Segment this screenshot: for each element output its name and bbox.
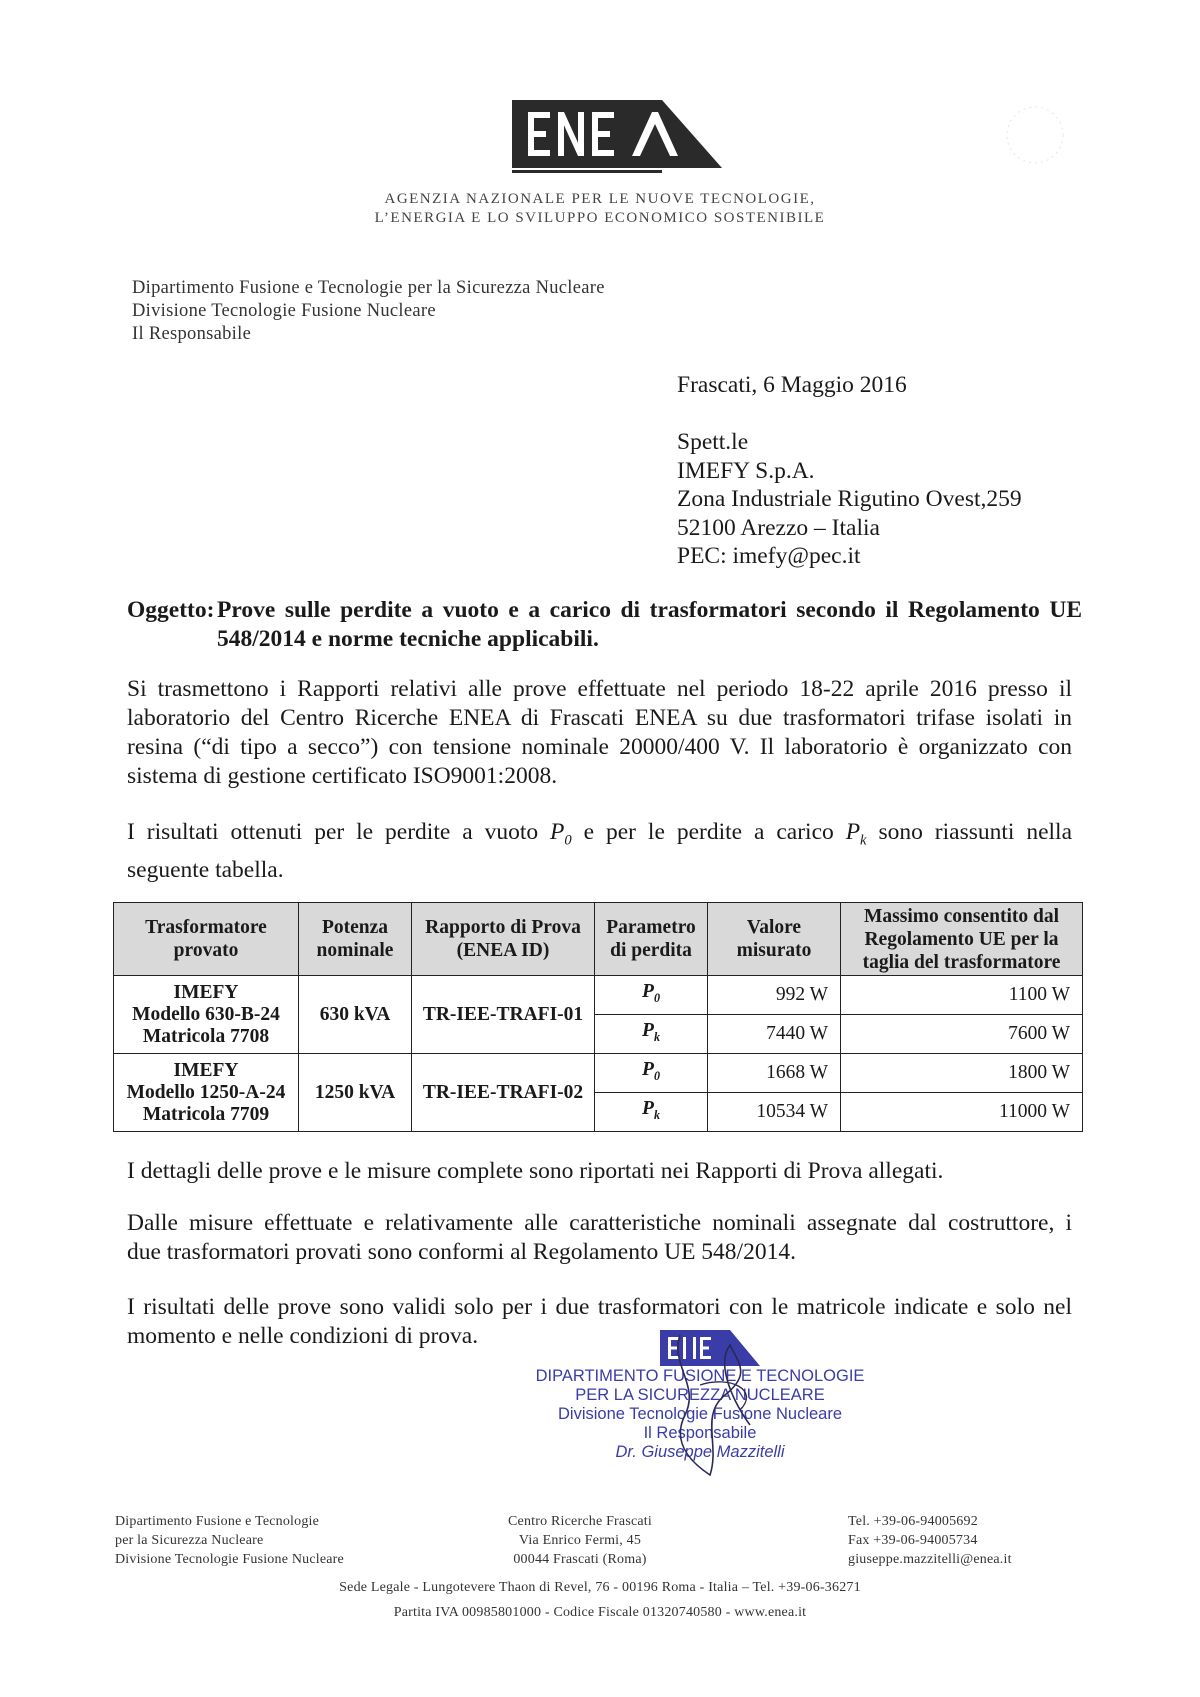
text-line: Si trasmettono i Rapporti relativi alle prove effettuate nel periodo 18-22 aprile 2016 presso il (127, 676, 1072, 702)
report-cell: TR-IEE-TRAFI-02 (412, 1054, 595, 1132)
symbol-letter: P (642, 1059, 654, 1081)
footer-legal (150, 1578, 1050, 1628)
measured-cell: 992 W (708, 976, 841, 1015)
power-cell: 630 kVA (299, 976, 412, 1054)
paragraph-results (127, 818, 1072, 885)
sender-division: Divisione Tecnologie Fusione Nucleare (132, 301, 436, 321)
parameter-cell (595, 1015, 708, 1054)
text-line: Dalle misure effettuate e relativamente alle caratteristiche nominali assegnate dal costruttore, i (127, 1210, 1072, 1236)
column-header (595, 903, 708, 976)
text-line: I dettagli delle prove e le misure complete sono riportati nei Rapporti di Prova allegati. (127, 1158, 944, 1184)
max-cell: 7600 W (841, 1015, 1083, 1054)
stamp-line: PER LA SICUREZZA NUCLEARE (575, 1386, 825, 1404)
column-header (708, 903, 841, 976)
recipient-company: IMEFY S.p.A. (677, 457, 815, 484)
header-line: Regolamento UE per la (864, 928, 1059, 950)
max-cell: 11000 W (841, 1093, 1083, 1132)
footer-address (460, 1512, 700, 1569)
header-line: Potenza (321, 917, 389, 938)
parameter-cell (595, 1093, 708, 1132)
header-line: misurato (736, 940, 812, 961)
footer-phone: Tel. +39-06-94005692 (848, 1514, 978, 1529)
text-line: seguente tabella. (127, 856, 284, 883)
footer-line: per la Sicurezza Nucleare (115, 1533, 264, 1548)
sender-department: Dipartimento Fusione e Tecnologie per la Sicurezza Nucleare (132, 278, 605, 298)
stamp-line: DIPARTIMENTO FUSIONE E TECNOLOGIE (535, 1367, 865, 1385)
text-line: laboratorio del Centro Ricerche ENEA di Frascati ENEA su due trasformatori trifase isolati in (127, 705, 1072, 731)
cell-line: Modello 1250-A-24 (126, 1081, 286, 1103)
symbol-subscript: k (653, 1029, 660, 1044)
results-table (113, 902, 1083, 1132)
footer-department (115, 1512, 344, 1569)
cell-line: Matricola 7708 (142, 1025, 270, 1047)
header-line: Valore (746, 917, 802, 938)
text-line: momento e nelle condizioni di prova. (127, 1323, 479, 1349)
text-line: resina (“di tipo a secco”) con tensione nominale 20000/400 V. Il laboratorio è organizzato con (127, 734, 1072, 760)
agency-name (250, 190, 950, 228)
stamp-line: Divisione Tecnologie Fusione Nucleare (557, 1405, 843, 1423)
footer-contacts (848, 1512, 1012, 1569)
column-header (114, 903, 299, 976)
symbol-subscript: 0 (653, 1068, 660, 1083)
symbol-subscript: 0 (653, 990, 660, 1005)
transformer-cell (114, 1054, 299, 1132)
footer-email: giuseppe.mazzitelli@enea.it (848, 1552, 1012, 1567)
recipient-pec: PEC: imefy@pec.it (677, 543, 861, 569)
subject-line: 548/2014 e norme tecniche applicabili. (217, 626, 599, 652)
header-line: taglia del trasformatore (862, 951, 1061, 973)
paragraph-details (127, 1157, 1072, 1186)
column-header (412, 903, 595, 976)
cell-line: IMEFY (173, 981, 239, 1003)
footer-line: Dipartimento Fusione e Tecnologie (115, 1514, 320, 1529)
footer-line: Via Enrico Fermi, 45 (518, 1533, 642, 1548)
symbol-p0 (550, 819, 572, 849)
max-cell: 1100 W (841, 976, 1083, 1015)
text-fragment: I risultati ottenuti per le perdite a vuoto (127, 819, 539, 845)
cell-line: IMEFY (173, 1059, 239, 1081)
symbol-subscript: 0 (564, 832, 572, 849)
recipient-block (677, 428, 1022, 571)
table-header-row (114, 903, 1083, 976)
max-cell: 1800 W (841, 1054, 1083, 1093)
scan-artifact (985, 95, 1085, 175)
column-header (841, 903, 1083, 976)
report-cell: TR-IEE-TRAFI-01 (412, 976, 595, 1054)
subject-text (217, 596, 1082, 654)
footer-line: Divisione Tecnologie Fusione Nucleare (115, 1552, 344, 1567)
stamp-line: Il Responsabile (643, 1424, 757, 1442)
header-line: provato (173, 940, 239, 961)
transformer-cell (114, 976, 299, 1054)
agency-line: AGENZIA NAZIONALE PER LE NUOVE TECNOLOGIE, (384, 191, 816, 207)
measured-cell: 10534 W (708, 1093, 841, 1132)
power-cell: 1250 kVA (299, 1054, 412, 1132)
footer-fax: Fax +39-06-94005734 (848, 1533, 978, 1548)
symbol-letter: P (642, 981, 654, 1003)
table-row (114, 1054, 1083, 1093)
text-fragment: sono riassunti nella (878, 819, 1073, 845)
enea-logo (512, 100, 722, 180)
text-line: I risultati delle prove sono validi solo per i due trasformatori con le matricole indicate e solo nel (127, 1294, 1072, 1320)
column-header (299, 903, 412, 976)
paragraph-conformity (127, 1209, 1072, 1267)
measured-cell: 1668 W (708, 1054, 841, 1093)
symbol-letter: P (845, 819, 861, 845)
header-line: Rapporto di Prova (425, 917, 581, 938)
footer-legal-address: Sede Legale - Lungotevere Thaon di Revel, 76 - 00196 Roma - Italia – Tel. +39-06-36271 (339, 1580, 861, 1595)
sender-block (132, 277, 605, 346)
recipient-city: 52100 Arezzo – Italia (677, 514, 880, 541)
symbol-letter: P (550, 819, 565, 845)
text-line: sistema di gestione certificato ISO9001:2008. (127, 763, 558, 789)
measured-cell: 7440 W (708, 1015, 841, 1054)
parameter-cell (595, 1054, 708, 1093)
symbol-letter: P (642, 1098, 654, 1120)
parameter-cell (595, 976, 708, 1015)
paragraph-validity (127, 1293, 1072, 1351)
header-line: Parametro (606, 917, 696, 938)
text-line (127, 818, 1072, 856)
recipient-salutation: Spett.le (677, 429, 749, 455)
header-line: Trasformatore (145, 917, 267, 938)
text-line: due trasformatori provati sono conformi al Regolamento UE 548/2014. (127, 1239, 796, 1265)
footer-line: Centro Ricerche Frascati (508, 1514, 652, 1529)
agency-line: L’ENERGIA E LO SVILUPPO ECONOMICO SOSTENIBILE (374, 210, 826, 226)
footer-vat: Partita IVA 00985801000 - Codice Fiscale 01320740580 - www.enea.it (393, 1605, 807, 1620)
subject-label: Oggetto: (127, 597, 215, 623)
symbol-subscript: k (860, 832, 867, 849)
sender-role: Il Responsabile (132, 324, 252, 344)
paragraph-intro (127, 675, 1072, 791)
footer-line: 00044 Frascati (Roma) (513, 1552, 647, 1567)
header-line: (ENEA ID) (456, 940, 550, 961)
symbol-letter: P (642, 1020, 654, 1042)
recipient-street: Zona Industriale Rigutino Ovest,259 (677, 486, 1022, 512)
cell-line: Matricola 7709 (142, 1103, 270, 1125)
symbol-pk (845, 819, 867, 849)
header-line: nominale (316, 940, 394, 961)
handwritten-signature (640, 1325, 790, 1485)
header-line: di perdita (610, 940, 692, 961)
table-row (114, 976, 1083, 1015)
subject-line: Prove sulle perdite a vuoto e a carico di trasformatori secondo il Regolamento UE (217, 597, 1082, 623)
letter-date: Frascati, 6 Maggio 2016 (677, 372, 907, 398)
symbol-subscript: k (653, 1107, 660, 1122)
cell-line: Modello 630-B-24 (132, 1003, 280, 1025)
stamp-signatory: Dr. Giuseppe Mazzitelli (615, 1443, 785, 1461)
header-line: Massimo consentito dal (864, 905, 1059, 927)
text-fragment: e per le perdite a carico (583, 819, 834, 845)
